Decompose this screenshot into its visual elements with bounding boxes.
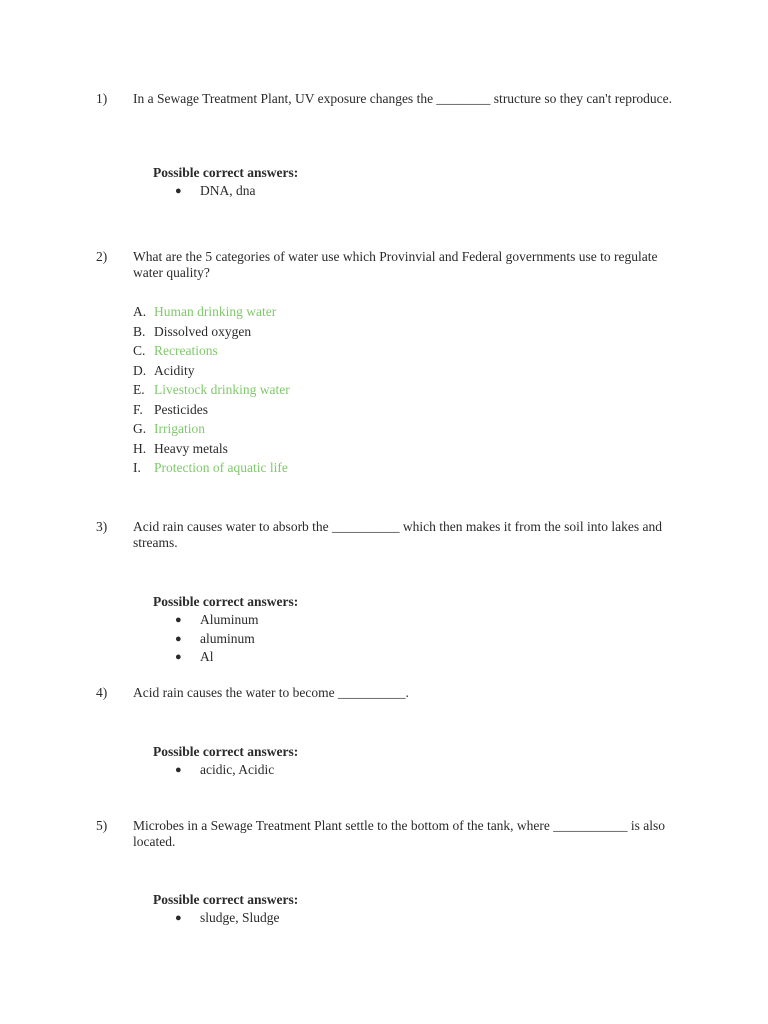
question-1 [96, 91, 686, 107]
choice-letter: E. [133, 382, 145, 397]
answers-list [153, 182, 298, 201]
question-text: What are the 5 categories of water use which Provinvial and Federal governments use to regulate water quality? [133, 249, 658, 280]
answer-text: DNA, dna [200, 183, 256, 198]
question-text: Microbes in a Sewage Treatment Plant settle to the bottom of the tank, where ___________ is also located. [133, 818, 666, 849]
choice-letter: A. [133, 304, 147, 319]
list-item [153, 648, 298, 667]
choice-text: Heavy metals [154, 440, 228, 456]
choice-g [133, 419, 290, 439]
bullet-icon: ● [175, 185, 182, 197]
answer-text: sludge, Sludge [200, 910, 280, 925]
answers-list [153, 761, 298, 780]
possible-answers-1 [153, 164, 298, 201]
question-4 [96, 685, 686, 701]
list-item [153, 761, 298, 780]
choice-text: Acidity [154, 362, 195, 378]
choice-d [133, 361, 290, 381]
question-text: Acid rain causes the water to become __________. [133, 685, 409, 700]
question-number: 4) [96, 685, 108, 700]
answers-list [153, 909, 298, 928]
answers-title: Possible correct answers: [153, 594, 299, 609]
bullet-icon: ● [175, 614, 182, 626]
question-5 [96, 818, 686, 850]
answers-title: Possible correct answers: [153, 744, 299, 759]
bullet-icon: ● [175, 632, 182, 645]
answer-text: Al [200, 649, 214, 664]
choice-c [133, 341, 290, 361]
possible-answers-3 [153, 593, 298, 667]
list-item [153, 630, 298, 649]
answer-text: aluminum [200, 630, 255, 646]
choice-text: Human drinking water [154, 304, 277, 319]
list-item [153, 611, 298, 630]
choice-text: Recreations [154, 343, 218, 358]
choice-e [133, 380, 290, 400]
choice-b [133, 322, 290, 342]
question-number: 1) [96, 91, 108, 106]
question-text: Acid rain causes water to absorb the __________ which then makes it from the soil into lakes and streams. [133, 519, 662, 550]
choice-letter: F. [133, 401, 143, 417]
choice-f [133, 400, 290, 420]
choice-letter: G. [133, 421, 147, 436]
choice-letter: B. [133, 323, 146, 339]
possible-answers-4 [153, 743, 298, 780]
answers-title: Possible correct answers: [153, 165, 299, 180]
question-2 [96, 249, 686, 281]
answer-text: acidic, Acidic [200, 762, 275, 777]
choice-letter: D. [133, 362, 147, 378]
question-number: 3) [96, 519, 108, 534]
choice-text: Dissolved oxygen [154, 323, 252, 339]
choice-text: Livestock drinking water [154, 382, 290, 397]
answer-text: Aluminum [200, 612, 259, 627]
question-number: 5) [96, 818, 108, 833]
choice-text: Protection of aquatic life [154, 460, 288, 475]
choice-h [133, 439, 290, 459]
choice-letter: C. [133, 343, 146, 358]
choices-list [133, 302, 290, 478]
choice-text: Pesticides [154, 401, 208, 417]
possible-answers-5 [153, 891, 298, 928]
choice-a [133, 302, 290, 322]
bullet-icon: ● [175, 912, 182, 924]
answers-title: Possible correct answers: [153, 892, 299, 907]
question-3 [96, 519, 686, 551]
question-number: 2) [96, 249, 108, 264]
question-text: In a Sewage Treatment Plant, UV exposure changes the ________ structure so they can't reproduce. [133, 91, 673, 106]
choice-i [133, 458, 290, 478]
choice-text: Irrigation [154, 421, 205, 436]
list-item [153, 909, 298, 928]
bullet-icon: ● [175, 651, 182, 663]
choice-letter: I. [133, 460, 141, 475]
choice-letter: H. [133, 440, 147, 456]
list-item [153, 182, 298, 201]
bullet-icon: ● [175, 764, 182, 776]
answers-list [153, 611, 298, 667]
